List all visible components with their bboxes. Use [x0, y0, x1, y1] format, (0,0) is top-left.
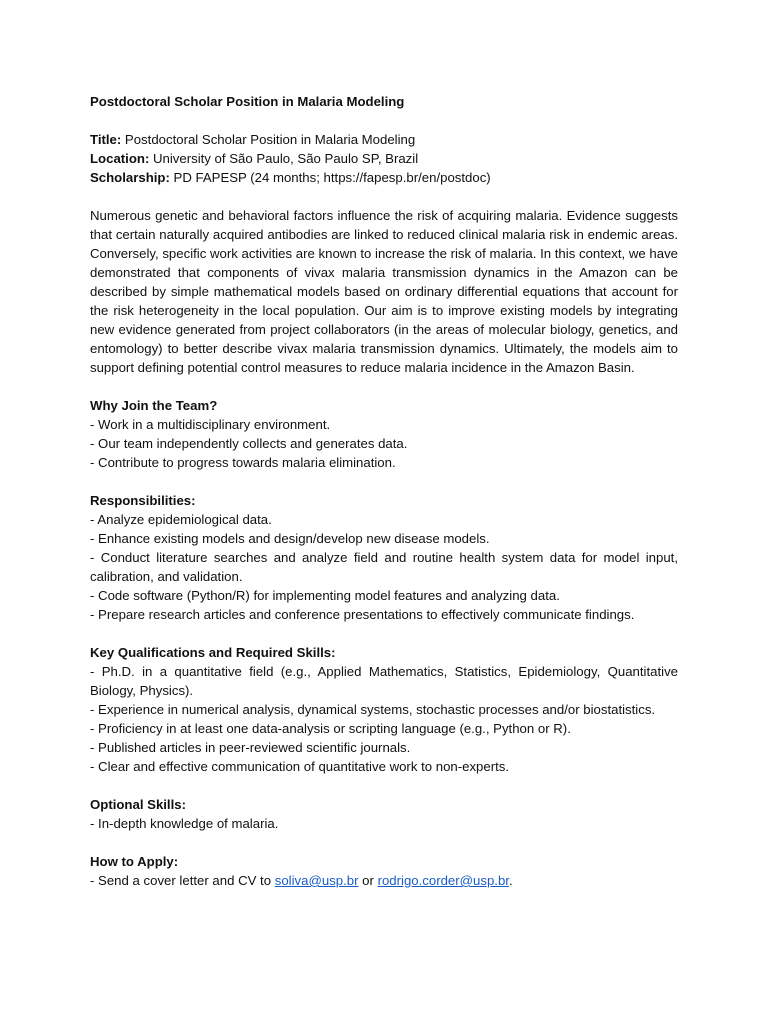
email-link-soliva[interactable]: soliva@usp.br — [274, 873, 359, 888]
location-line — [90, 149, 678, 168]
intro-paragraph: Numerous genetic and behavioral factors influence the risk of acquiring malaria. Evidence suggests that certain naturally acquired antibodies are linked to reduced clinical malaria risk in endemic areas. Conversely, specific work activities are known to increase the risk of malaria. In this context, we have demonstrated that components of vivax malaria transmission dynamics in the Amazon can be described by simple mathematical models based on ordinary differential equations that account for the risk heterogeneity in the local population. Our aim is to improve existing models by integrating new evidence generated from project collaborators (in the areas of molecular biology, genetics, and entomology) to better describe vivax malaria transmission dynamics. Ultimately, the models aim to support defining potential control measures to reduce malaria incidence in the Amazon Basin. — [90, 208, 678, 375]
scholarship-line — [90, 168, 678, 187]
email-link-corder[interactable]: rodrigo.corder@usp.br — [377, 873, 509, 888]
responsibility-item: - Code software (Python/R) for implementing model features and analyzing data. — [90, 588, 560, 603]
qualifications-heading: Key Qualifications and Required Skills: — [90, 645, 336, 660]
scholarship-value: PD FAPESP (24 months; https://fapesp.br/en/postdoc) — [169, 170, 491, 185]
location-value: University of São Paulo, São Paulo SP, Brazil — [149, 151, 419, 166]
why-item: - Contribute to progress towards malaria elimination. — [90, 455, 396, 470]
apply-line — [90, 871, 678, 890]
apply-middle: or — [358, 873, 378, 888]
apply-suffix: . — [508, 873, 513, 888]
responsibility-item: - Prepare research articles and conference presentations to effectively communicate findings. — [90, 607, 635, 622]
responsibilities-heading: Responsibilities: — [90, 493, 196, 508]
why-item: - Our team independently collects and generates data. — [90, 436, 408, 451]
document-title: Postdoctoral Scholar Position in Malaria Modeling — [90, 94, 405, 109]
scholarship-label: Scholarship: — [90, 170, 170, 185]
qualification-item: - Proficiency in at least one data-analysis or scripting language (e.g., Python or R). — [90, 721, 571, 736]
title-label: Title: — [90, 132, 122, 147]
why-heading: Why Join the Team? — [90, 398, 218, 413]
responsibility-item: - Conduct literature searches and analyze field and routine health system data for model input, calibration, and validation. — [90, 550, 678, 584]
optional-item: - In-depth knowledge of malaria. — [90, 816, 279, 831]
qualification-item: - Published articles in peer-reviewed scientific journals. — [90, 740, 411, 755]
title-value: Postdoctoral Scholar Position in Malaria Modeling — [121, 132, 416, 147]
optional-heading: Optional Skills: — [90, 797, 186, 812]
why-item: - Work in a multidisciplinary environment. — [90, 417, 331, 432]
responsibility-item: - Analyze epidemiological data. — [90, 512, 272, 527]
qualification-item: - Experience in numerical analysis, dynamical systems, stochastic processes and/or biostatistics. — [90, 702, 656, 717]
apply-prefix: - Send a cover letter and CV to — [90, 873, 275, 888]
responsibility-item: - Enhance existing models and design/develop new disease models. — [90, 531, 490, 546]
title-line — [90, 130, 678, 149]
location-label: Location: — [90, 151, 150, 166]
qualification-item: - Clear and effective communication of quantitative work to non-experts. — [90, 759, 510, 774]
document-page — [90, 92, 678, 890]
qualification-item: - Ph.D. in a quantitative field (e.g., Applied Mathematics, Statistics, Epidemiology, Quantitative Biology, Physics). — [90, 664, 678, 698]
apply-heading: How to Apply: — [90, 854, 179, 869]
